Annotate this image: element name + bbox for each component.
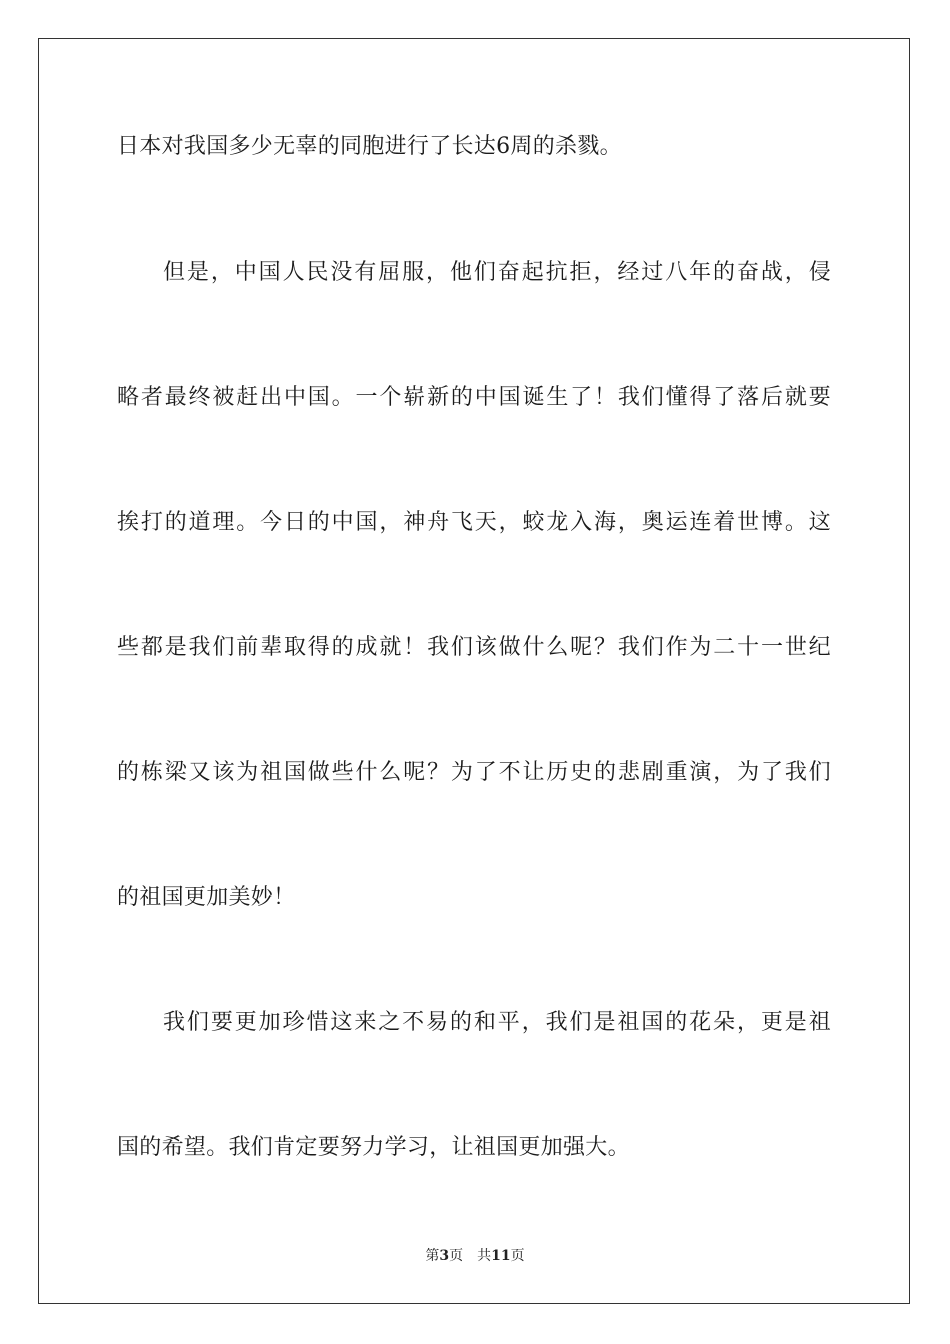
page-number: 3 <box>439 1248 450 1264</box>
body-line-3: 略者最终被赶出中国。一个崭新的中国诞生了！我们懂得了落后就要 <box>117 385 831 410</box>
body-line-5: 些都是我们前辈取得的成就！我们该做什么呢？我们作为二十一世纪 <box>117 635 831 660</box>
total-pages: 11 <box>491 1248 511 1264</box>
page-suffix: 页 <box>449 1248 464 1264</box>
page-prefix: 第 <box>425 1248 440 1264</box>
body-line-6: 的栋梁又该为祖国做些什么呢？为了不让历史的悲剧重演，为了我们 <box>117 760 831 785</box>
body-line-8: 我们要更加珍惜这来之不易的和平，我们是祖国的花朵，更是祖 <box>163 1010 831 1035</box>
body-line-7: 的祖国更加美妙！ <box>117 885 296 910</box>
total-prefix: 共 <box>477 1248 492 1264</box>
body-line-4: 挨打的道理。今日的中国，神舟飞天，蛟龙入海，奥运连着世博。这 <box>117 510 831 535</box>
page-border <box>38 38 910 1304</box>
total-suffix: 页 <box>510 1248 525 1264</box>
body-line-1: 日本对我国多少无辜的同胞进行了长达6周的杀戮。 <box>117 134 622 159</box>
body-line-2: 但是，中国人民没有屈服，他们奋起抗拒，经过八年的奋战，侵 <box>163 260 831 285</box>
page-footer <box>0 1246 950 1266</box>
body-line-9: 国的希望。我们肯定要努力学习，让祖国更加强大。 <box>117 1135 630 1160</box>
